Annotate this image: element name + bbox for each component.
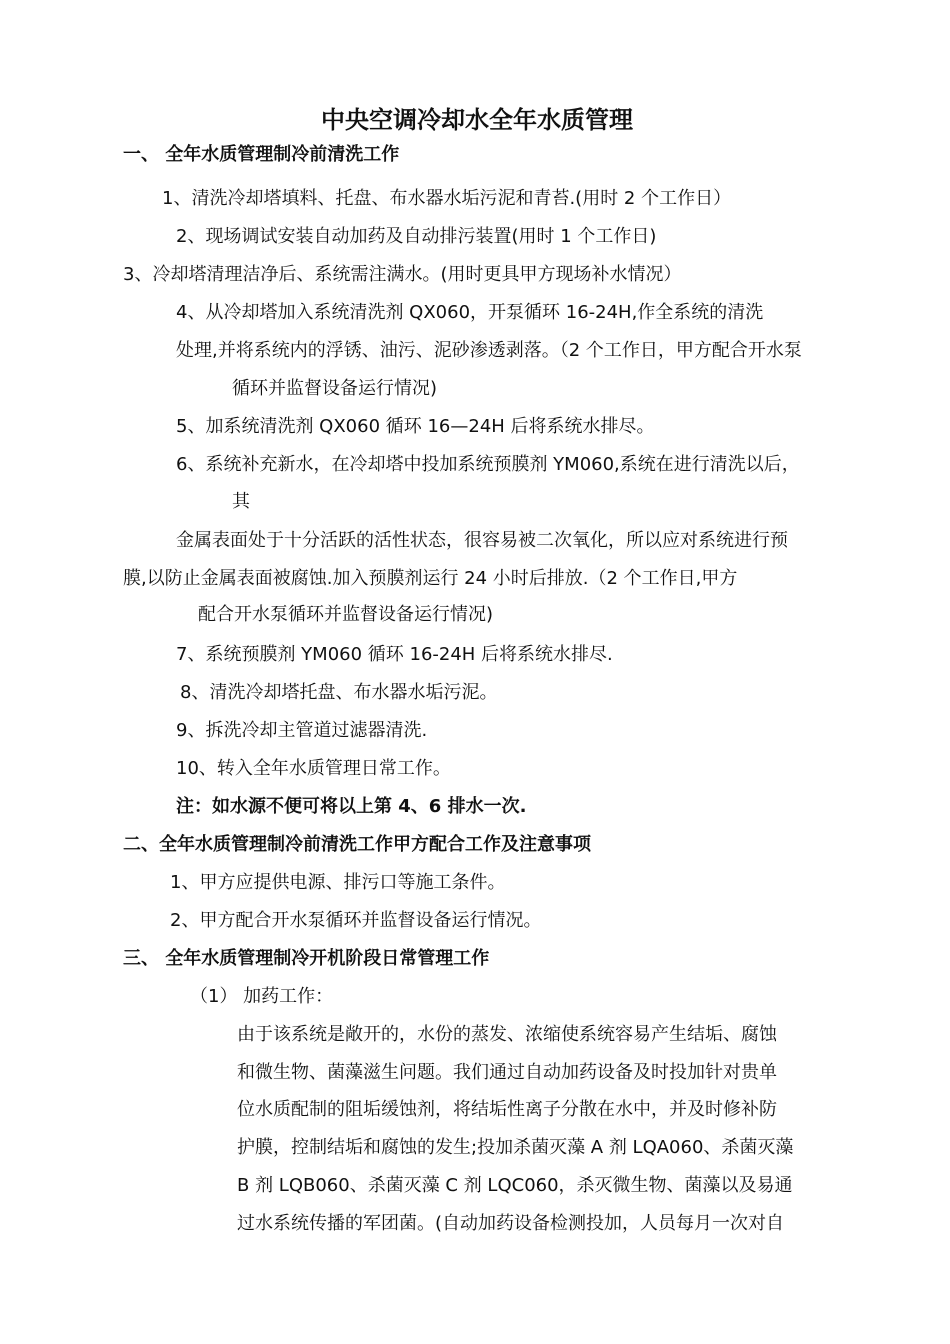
page-title: 中央空调冷却水全年水质管理 — [321, 106, 633, 134]
section-1-line-15: 9、拆洗冷却主管道过滤器清洗. — [176, 720, 428, 741]
section-3-line-2: 和微生物、菌藻滋生问题。我们通过自动加药设备及时投加针对贵单 — [237, 1062, 777, 1083]
section-1-note: 注：如水源不便可将以上第 4、6 排水一次. — [176, 796, 527, 817]
section-1-line-6: 循环并监督设备运行情况) — [232, 378, 438, 399]
section-1-line-3: 3、冷却塔清理洁净后、系统需注满水。(用时更具甲方现场补水情况） — [123, 264, 682, 285]
section-3-line-5: B 剂 LQB060、杀菌灭藻 C 剂 LQC060，杀灭微生物、菌藻以及易通 — [237, 1175, 793, 1196]
section-1-line-11: 膜,以防止金属表面被腐蚀.加入预膜剂运行 24 小时后排放.（2 个工作日,甲方 — [123, 568, 738, 589]
section-1-line-9: 其 — [232, 491, 250, 512]
section-3-line-6: 过水系统传播的军团菌。(自动加药设备检测投加，人员每月一次对自 — [237, 1213, 785, 1234]
section-1-line-8: 6、系统补充新水，在冷却塔中投加系统预膜剂 YM060,系统在进行清洗以后， — [176, 454, 800, 475]
section-2-line-1: 1、甲方应提供电源、排污口等施工条件。 — [170, 872, 506, 893]
section-2-heading: 二、全年水质管理制冷前清洗工作甲方配合工作及注意事项 — [123, 834, 591, 855]
section-1-line-12: 配合开水泵循环并监督设备运行情况) — [198, 604, 494, 625]
section-3-line-3: 位水质配制的阻垢缓蚀剂，将结垢性离子分散在水中，并及时修补防 — [237, 1099, 777, 1120]
section-1-line-1: 1、清洗冷却塔填料、托盘、布水器水垢污泥和青苔.(用时 2 个工作日） — [162, 188, 732, 209]
section-1-line-4: 4、从冷却塔加入系统清洗剂 QX060，开泵循环 16-24H,作全系统的清洗 — [176, 302, 764, 323]
section-1-line-14: 8、清洗冷却塔托盘、布水器水垢污泥。 — [180, 682, 498, 703]
section-3-line-4: 护膜，控制结垢和腐蚀的发生;投加杀菌灭藻 A 剂 LQA060、杀菌灭藻 — [237, 1137, 794, 1158]
section-1-line-2: 2、现场调试安装自动加药及自动排污装置(用时 1 个工作日) — [176, 226, 657, 247]
section-1-line-10: 金属表面处于十分活跃的活性状态，很容易被二次氧化，所以应对系统进行预 — [176, 530, 788, 551]
section-3-subheading: （1） 加药工作： — [190, 986, 334, 1007]
section-1-line-16: 10、转入全年水质管理日常工作。 — [176, 758, 451, 779]
section-2-line-2: 2、甲方配合开水泵循环并监督设备运行情况。 — [170, 910, 542, 931]
section-3-line-1: 由于该系统是敞开的，水份的蒸发、浓缩使系统容易产生结垢、腐蚀 — [237, 1024, 777, 1045]
section-1-line-13: 7、系统预膜剂 YM060 循环 16-24H 后将系统水排尽. — [176, 644, 613, 665]
section-1-line-5: 处理,并将系统内的浮锈、油污、泥砂渗透剥落。（2 个工作日，甲方配合开水泵 — [176, 340, 802, 361]
section-1-heading: 一、 全年水质管理制冷前清洗工作 — [123, 144, 400, 165]
section-3-heading: 三、 全年水质管理制冷开机阶段日常管理工作 — [123, 948, 490, 969]
section-1-line-7: 5、加系统清洗剂 QX060 循环 16—24H 后将系统水排尽。 — [176, 416, 655, 437]
